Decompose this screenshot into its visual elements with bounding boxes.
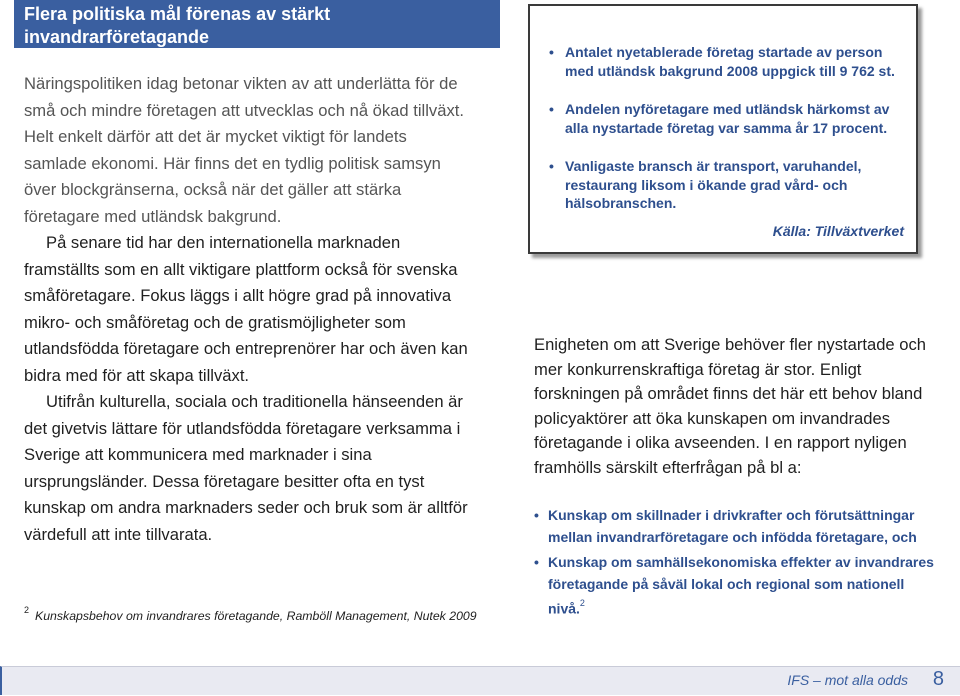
fact-list xyxy=(547,43,899,233)
fact-item-text: Antalet nyetablerade företag startade av person med utländsk bakgrund 2008 uppgick till 9 762 st. xyxy=(565,44,895,79)
paragraph-intro: Näringspolitiken idag betonar vikten av att underlätta för de små och mindre företagen att utvecklas och nå ökad tillväxt. Helt enkelt därför att det är mycket viktigt för landets samlade ekonomi. Här finns det en tydlig politisk samsyn över blockgränserna, också när det gäller att stärka företagare med utländsk bakgrund. xyxy=(24,74,464,226)
paragraph-market xyxy=(24,230,474,389)
paragraph-culture: Utifrån kulturella, sociala och traditionella hänseenden är det givetvis lättare för utlandsfödda företagare verksamma i Sverige att kommunicera med marknader i sina ursprungsländer. Dessa företagare besitter ofta en tyst kunskap om andra marknaders seder och bruk som är alltför värdefull att inte tillvarata. xyxy=(24,392,468,544)
paragraph-market-rest: Fokus läggs i allt högre grad på innovativa mikro- och småföretag och de gratismöjligheter som utlandsfödda företagare och entreprenörer har och även kan bidra med för att skapa tillväxt. xyxy=(24,286,468,385)
paragraph-consensus: Enigheten om att Sverige behöver fler nystartade och mer konkurrenskraftiga företag är stor. Enligt forskningen på området finns det här ett behov bland policyaktörer att öka kunskapen om invandrades företagande i olika avseenden. I en rapport nyligen framhölls särskilt efterfrågan på bl a: xyxy=(534,335,927,477)
footnote-text: Kunskapsbehov om invandrares företagande, Ramböll Management, Nutek 2009 xyxy=(35,609,477,624)
fact-item xyxy=(547,43,899,80)
bullet-icon: • xyxy=(534,507,539,523)
needs-footnote-ref: 2 xyxy=(579,598,585,608)
needs-item xyxy=(534,505,944,548)
footer-label: IFS – mot alla odds xyxy=(787,672,908,688)
title-banner xyxy=(14,0,500,48)
fact-item-text: Andelen nyföretagare med utländsk härkomst av alla nystartade företag var samma år 17 procent. xyxy=(565,101,890,136)
fact-box xyxy=(528,4,918,254)
fact-source: Källa: Tillväxtverket xyxy=(772,223,904,239)
right-column xyxy=(534,333,934,480)
needs-item-text: Kunskap om samhällsekonomiska effekter av invandrares företagande på såväl lokal och regional som nationell nivå. xyxy=(548,554,934,617)
bullet-icon: • xyxy=(549,101,554,117)
bullet-icon: • xyxy=(534,554,539,570)
page-number: 8 xyxy=(932,668,944,690)
page-title: Flera politiska mål förenas av stärkt invandrarföretagande xyxy=(24,4,331,47)
bullet-icon: • xyxy=(549,158,554,174)
footnote xyxy=(24,603,494,625)
bullet-icon: • xyxy=(549,44,554,60)
fact-item xyxy=(547,157,899,213)
paragraph-market-lead: På senare tid har den internationella marknaden framställts som en allt viktigare plattform också för svenska småföretagare. xyxy=(24,233,458,305)
left-column xyxy=(24,71,474,548)
footnote-marker: 2 xyxy=(24,605,30,615)
fact-item xyxy=(547,100,899,137)
needs-item-text: Kunskap om skillnader i drivkrafter och förutsättningar mellan invandrarföretagare och infödda företagare, och xyxy=(548,507,917,545)
fact-item-text: Vanligaste bransch är transport, varuhandel, restaurang liksom i ökande grad vård- och hälsobranschen. xyxy=(565,158,862,211)
needs-item xyxy=(534,552,944,620)
needs-list xyxy=(534,505,944,620)
